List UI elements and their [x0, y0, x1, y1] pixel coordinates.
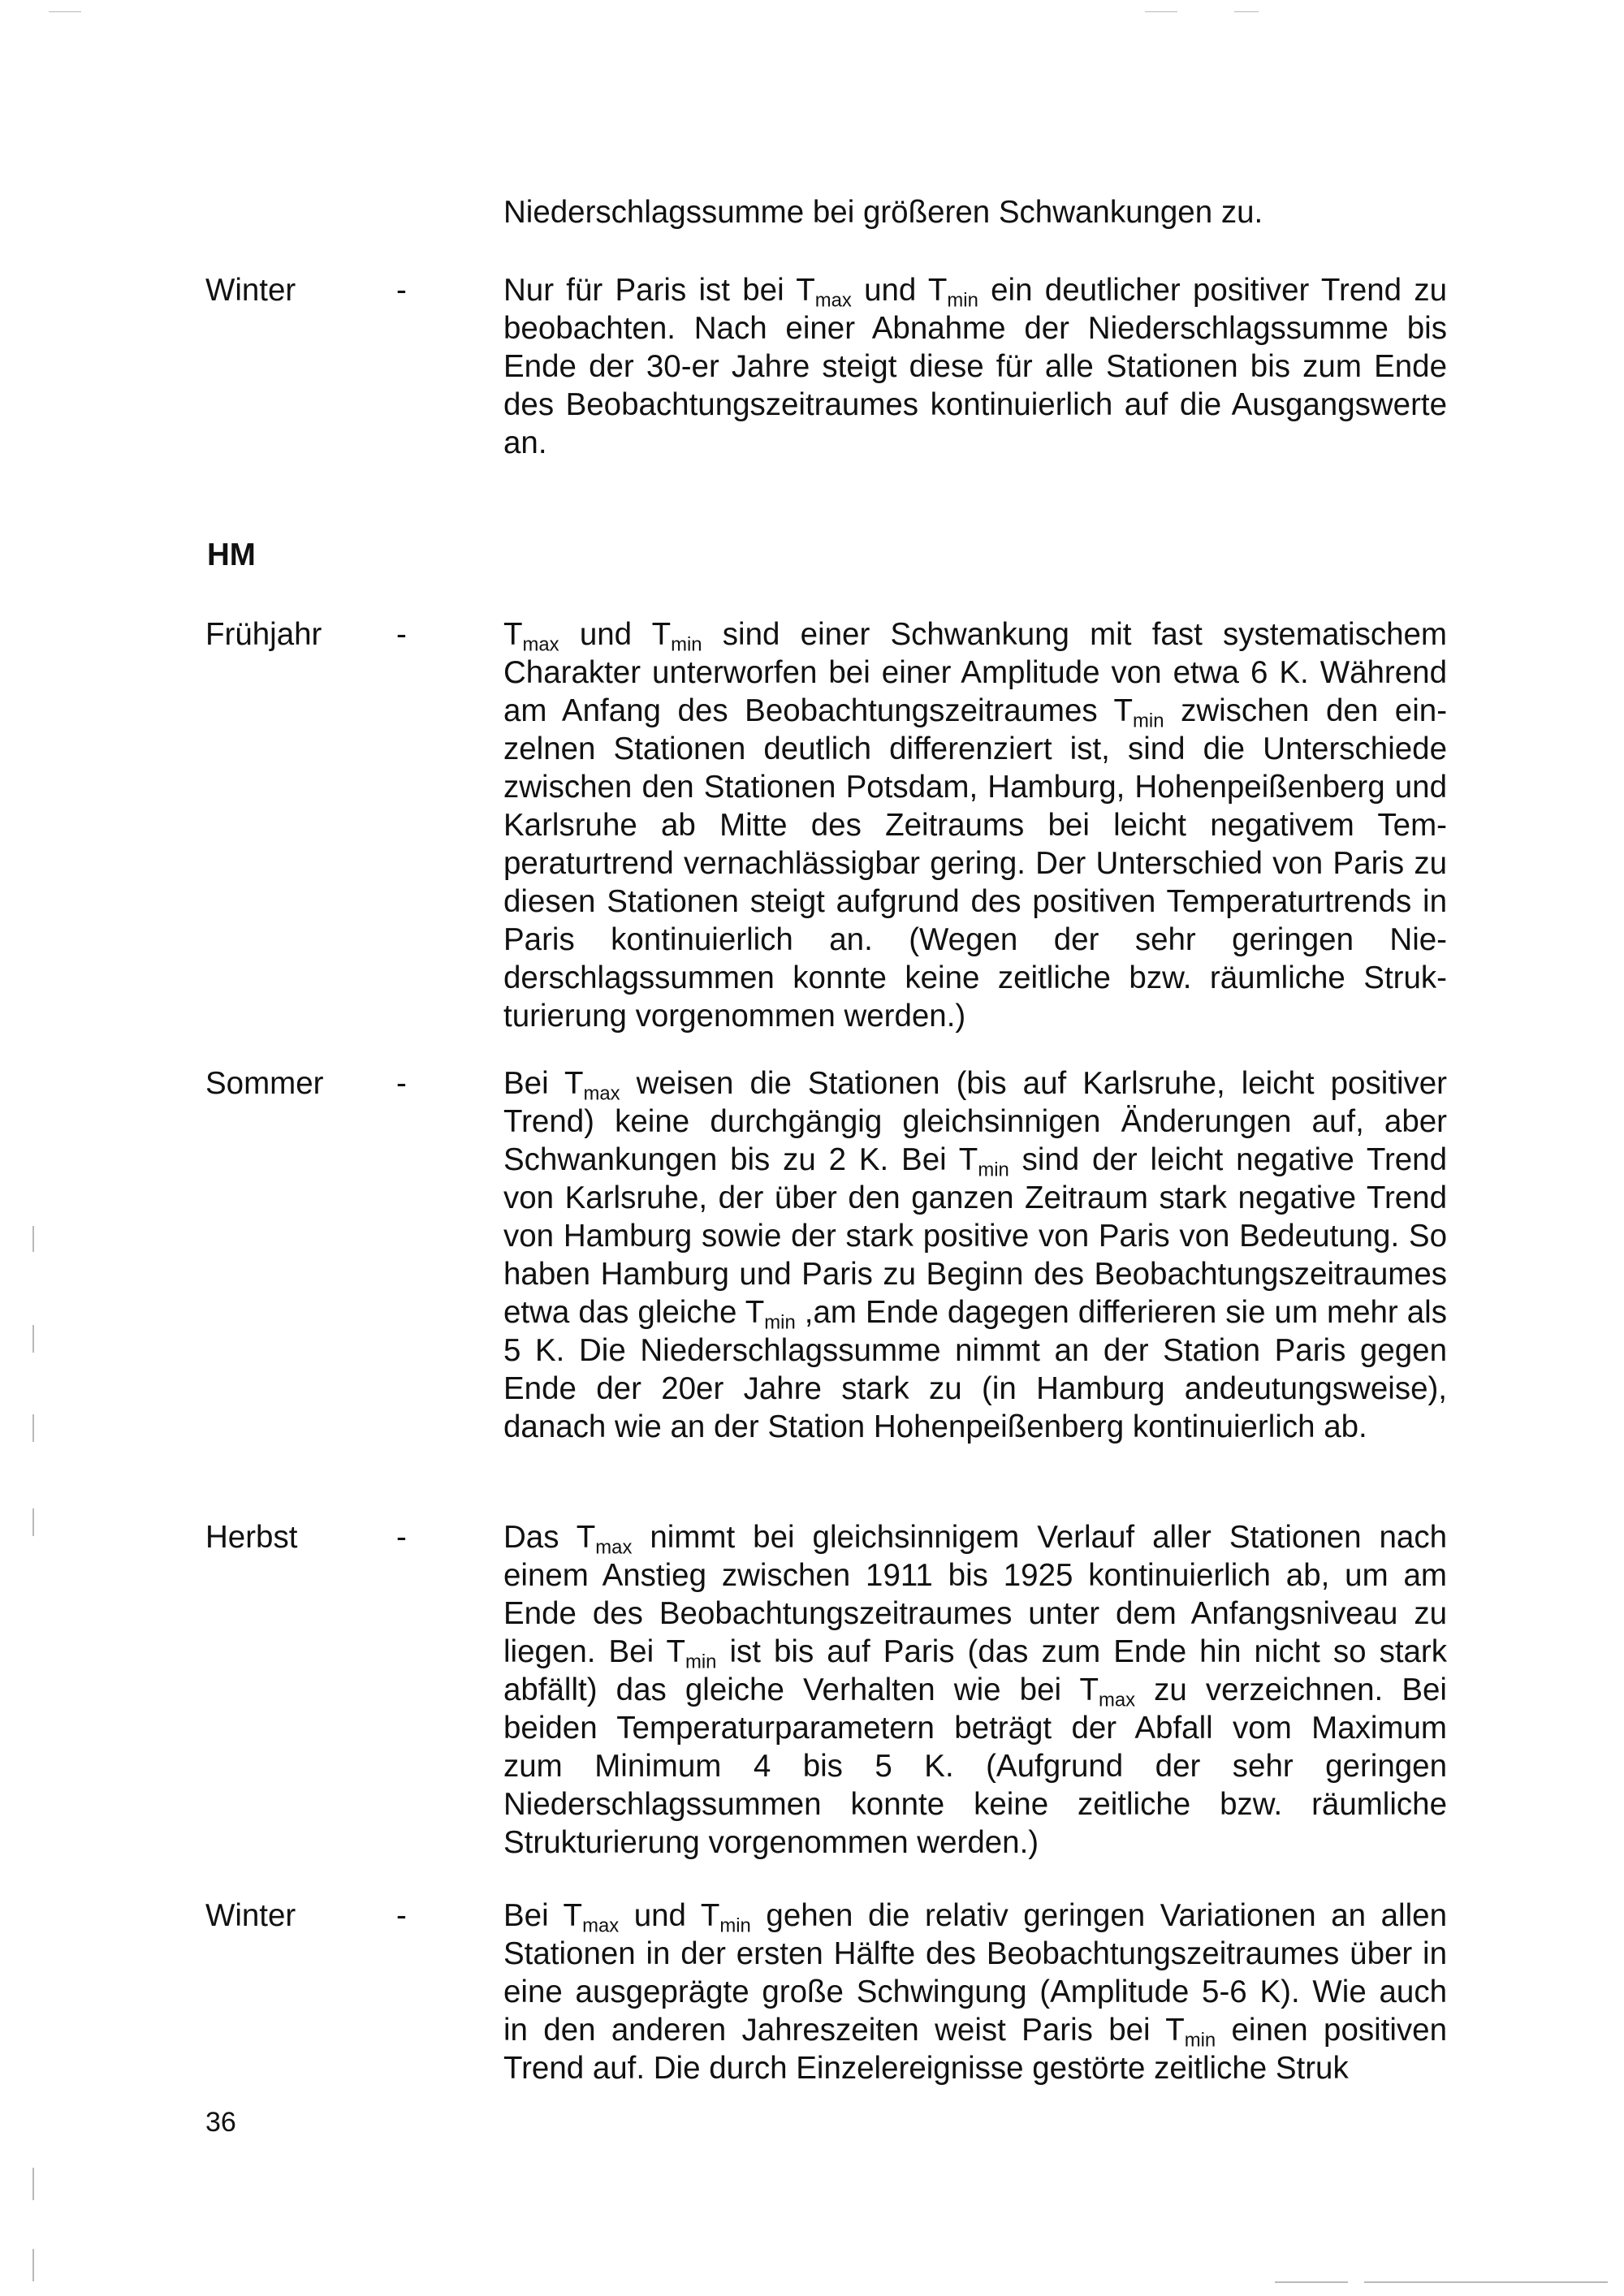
entry-dash: - — [396, 1898, 407, 1933]
scan-mark — [32, 1325, 34, 1353]
page-number: 36 — [205, 2107, 236, 2138]
scan-mark — [32, 1414, 34, 1442]
scan-mark — [32, 1226, 34, 1252]
summer-paragraph: Bei $T_{max}$ weisen die Stationen (bis auf Karlsruhe, leicht positiver Trend) keine durchgängig gleichsinnigen Änderungen auf, aber Schwankungen bis zu 2 K. Bei $T_{min}$ sind der leicht negative Trend von Karlsruhe, der über den ganzen Zeitraum stark negative Trend von Hamburg sowie der stark positive von Paris von Bedeutung. So haben Hamburg und Paris zu Beginn des Beobachtungszeitraumes etwa das gleiche $T_{min}$ ,am Ende dagegen differieren sie um mehr als 5 K. Die Niederschlagssumme nimmt an der Station Paris gegen Ende der 20er Jahre stark zu (in Hamburg andeutungsweise), danach wie an der Station Hohenpeißenberg kontinuierlich ab. — [503, 1066, 1448, 1444]
season-label-spring: Frühjahr — [205, 617, 322, 652]
entry-dash: - — [396, 273, 407, 308]
entry-dash: - — [396, 1066, 407, 1101]
continuation-paragraph: Niederschlagssumme bei größeren Schwankungen zu. — [503, 195, 1263, 230]
entry-dash: - — [396, 617, 407, 652]
scan-mark — [32, 1508, 34, 1536]
autumn-paragraph: Das $T_{max}$ nimmt bei gleichsinnigem Verlauf aller Stationen nach einem Anstieg zwischen 1911 bis 1925 kontinuierlich ab, um am Ende des Beobachtungszeitraumes unter dem Anfangsniveau zu liegen. Bei $T_{min}$ ist bis auf Paris (das zum Ende hin nicht so stark abfällt) das gleiche Verhalten wie bei $T_{max}$ zu verzeichnen. Bei beiden Temperaturparametern beträgt der Abfall vom Maximum zum Minimum 4 bis 5 K. (Aufgrund der sehr geringen Niederschlagssummen konnte keine zeitliche bzw. räumliche Strukturierung vorgenommen werden.) — [503, 1520, 1448, 1860]
scan-mark — [1275, 2281, 1348, 2283]
scan-mark — [32, 2168, 34, 2200]
scan-mark — [1364, 2281, 1608, 2283]
scan-mark — [32, 2249, 34, 2281]
season-label-autumn: Herbst — [205, 1520, 298, 1555]
spring-paragraph: $T_{max}$ und $T_{min}$ sind einer Schwankung mit fast systematischem Charakter unterworfen bei einer Amplitude von etwa 6 K. Während am Anfang des Beobachtungszeitraumes $T_{min}$ zwischen den einzelnen Stationen deutlich differenziert ist, sind die Unterschiede zwischen den Stationen Potsdam, Hamburg, Hohenpeißenberg und Karlsruhe ab Mitte des Zeitraums bei leicht negativem Temperaturtrend vernachlässigbar gering. Der Unterschied von Paris zu diesen Stationen steigt aufgrund des positiven Temperaturtrends in Paris kontinuierlich an. (Wegen der sehr geringen Niederschlagssummen konnte keine zeitliche bzw. räumliche Strukturierung vorgenommen werden.) — [503, 617, 1448, 1034]
scan-mark — [1234, 11, 1259, 12]
entry-dash: - — [396, 1520, 407, 1555]
season-label-summer: Sommer — [205, 1066, 324, 1101]
season-label-winter: Winter — [205, 1898, 296, 1933]
scan-mark — [1145, 11, 1177, 12]
section-heading-hm: HM — [207, 537, 256, 572]
winter-intro-paragraph: Nur für Paris ist bei $T_{max}$ und $T_{min}$ ein deutlicher positiver Trend zu beobachten. Nach einer Abnahme der Niederschlagssumme bis Ende der 30-er Jahre steigt diese für alle Stationen bis zum Ende des Beobachtungszeitraumes kontinuierlich auf die Ausgangswerte an. — [503, 273, 1448, 460]
winter-paragraph: Bei $T_{max}$ und $T_{min}$ gehen die relativ geringen Variationen an allen Stationen in der ersten Hälfte des Beobachtungszeitraumes über in eine ausgeprägte große Schwingung (Amplitude 5-6 K). Wie auch in den anderen Jahreszeiten weist Paris bei $T_{min}$ einen positiven Trend auf. Die durch Einzelereignisse gestörte zeitliche Struk — [503, 1898, 1447, 2086]
season-label-winter-intro: Winter — [205, 273, 296, 308]
scan-mark — [49, 11, 81, 12]
